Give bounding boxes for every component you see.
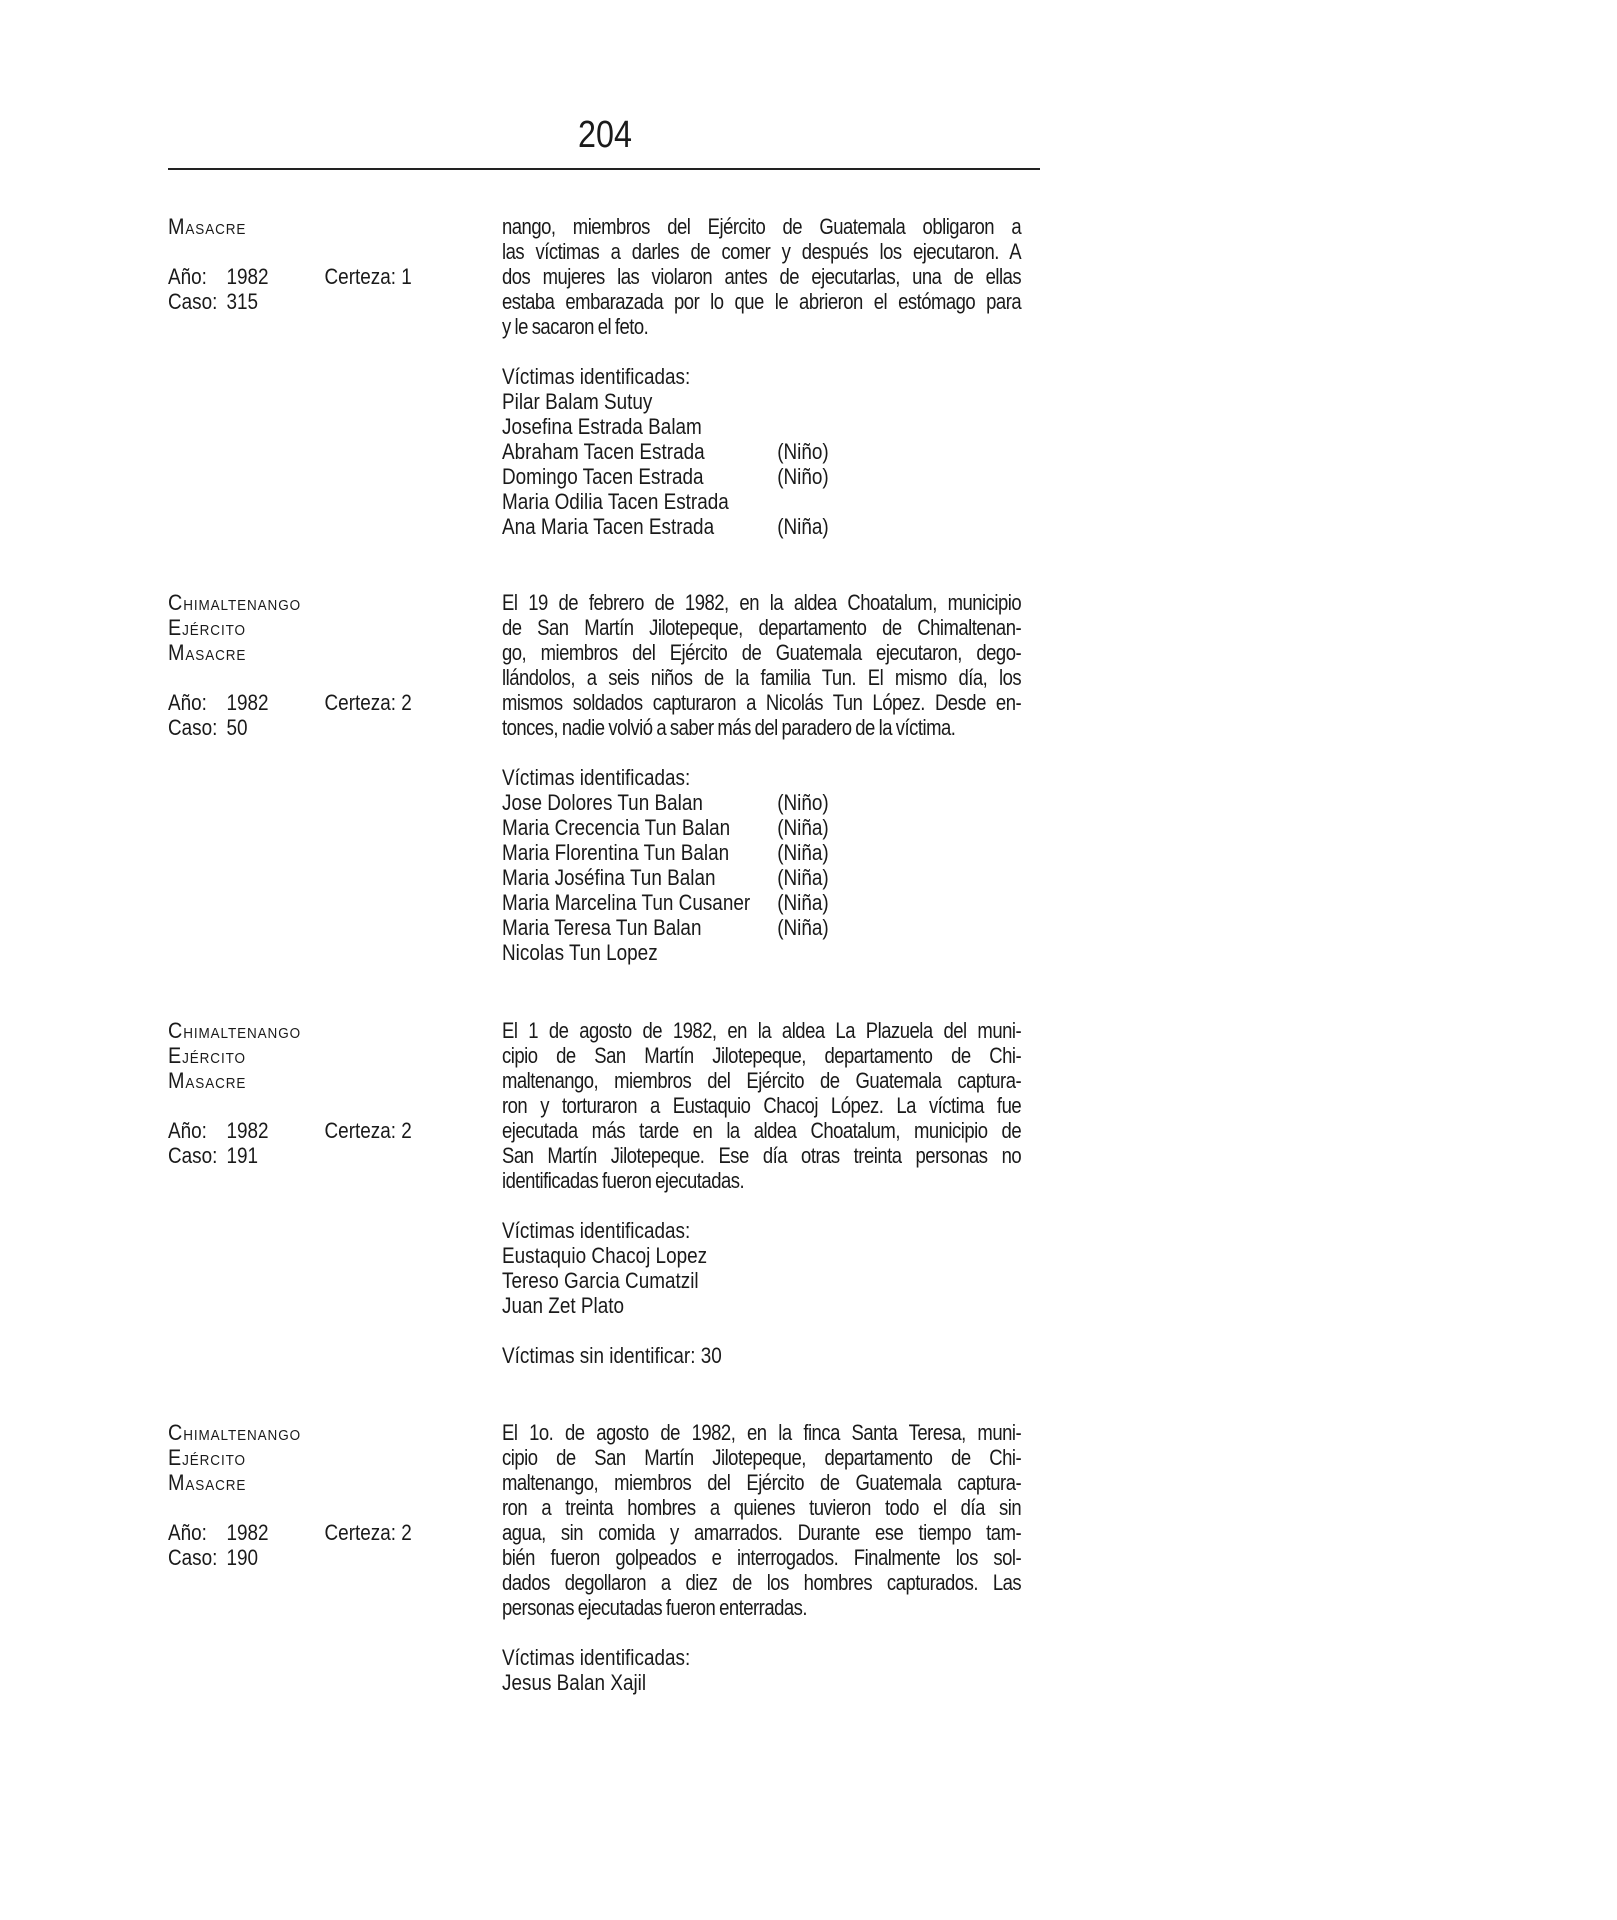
case-tag: Chimaltenango: [168, 590, 302, 615]
victim-row: [502, 1293, 966, 1318]
victim-row: [502, 915, 966, 940]
victims-list: [502, 1218, 966, 1318]
year-row: [168, 264, 443, 289]
victim-note: (Niña): [777, 865, 829, 890]
case-number: 315: [226, 289, 259, 314]
victims-list: [502, 1645, 966, 1695]
case-row: [168, 1545, 443, 1570]
victim-row: [502, 414, 966, 439]
case-metadata: [168, 1018, 488, 1168]
narrative-line: ron y torturaron a Eustaquio Chacoj López. La víctima fue: [502, 1093, 1022, 1118]
case-description: [502, 1018, 1042, 1368]
victim-name: Domingo Tacen Estrada: [502, 464, 704, 489]
victim-row: [502, 865, 966, 890]
victim-row: [502, 514, 966, 539]
narrative-line: bién fueron golpeados e interrogados. Finalmente los sol-: [502, 1545, 1022, 1570]
year-value: 1982: [226, 264, 269, 289]
victims-list: [502, 364, 966, 539]
victim-name: Maria Teresa Tun Balan: [502, 915, 702, 940]
case-label: Caso:: [168, 1143, 218, 1168]
case-tag: Masacre: [168, 1470, 247, 1495]
victim-row: [502, 464, 966, 489]
victim-note: (Niña): [777, 514, 829, 539]
year-label: Año:: [168, 1520, 207, 1545]
victim-name: Pilar Balam Sutuy: [502, 389, 653, 414]
victim-name: Ana Maria Tacen Estrada: [502, 514, 715, 539]
year-label: Año:: [168, 1118, 207, 1143]
narrative-line: maltenango, miembros del Ejército de Guatemala captura-: [502, 1470, 1022, 1495]
victims-heading: Víctimas identificadas:: [502, 1218, 691, 1243]
victim-name: Abraham Tacen Estrada: [502, 439, 705, 464]
case-tag: Ejército: [168, 615, 246, 640]
case-row: [168, 1143, 443, 1168]
case-narrative: [502, 214, 1021, 339]
victim-note: (Niña): [777, 915, 829, 940]
page-number: 204: [578, 114, 632, 156]
victim-row: [502, 1243, 966, 1268]
narrative-line: San Martín Jilotepeque. Ese día otras treinta personas no: [502, 1143, 1022, 1168]
victims-list: [502, 765, 966, 965]
certainty-value: Certeza: 2: [324, 1118, 412, 1143]
victim-name: Jose Dolores Tun Balan: [502, 790, 703, 815]
header-rule: [168, 168, 1040, 170]
narrative-line: cipio de San Martín Jilotepeque, departamento de Chi-: [502, 1043, 1022, 1068]
victim-name: Maria Joséfina Tun Balan: [502, 865, 716, 890]
victim-note: (Niño): [777, 790, 829, 815]
case-metadata: [168, 1420, 488, 1570]
narrative-line: personas ejecutadas fueron enterradas.: [502, 1595, 808, 1620]
case-tag: Masacre: [168, 640, 247, 665]
case-description: [502, 1420, 1042, 1695]
victim-name: Tereso Garcia Cumatzil: [502, 1268, 699, 1293]
case-tag: Ejército: [168, 1043, 246, 1068]
case-number: 191: [226, 1143, 259, 1168]
victim-note: (Niña): [777, 890, 829, 915]
victims-heading: Víctimas identificadas:: [502, 1645, 691, 1670]
narrative-line: estaba embarazada por lo que le abrieron el estómago para: [502, 289, 1022, 314]
case-narrative: [502, 590, 1021, 740]
victim-row: [502, 790, 966, 815]
narrative-line: dados degollaron a diez de los hombres capturados. Las: [502, 1570, 1022, 1595]
victim-name: Josefina Estrada Balam: [502, 414, 702, 439]
victim-row: [502, 439, 966, 464]
narrative-line: de San Martín Jilotepeque, departamento de Chimaltenan-: [502, 615, 1022, 640]
case-number: 190: [226, 1545, 259, 1570]
case-tag: Chimaltenango: [168, 1018, 302, 1043]
victim-name: Maria Florentina Tun Balan: [502, 840, 730, 865]
narrative-line: go, miembros del Ejército de Guatemala ejecutaron, dego-: [502, 640, 1022, 665]
narrative-line: agua, sin comida y amarrados. Durante ese tiempo tam-: [502, 1520, 1022, 1545]
narrative-line: ejecutada más tarde en la aldea Choatalum, municipio de: [502, 1118, 1022, 1143]
case-narrative: [502, 1420, 1021, 1620]
victim-row: [502, 489, 966, 514]
case-number: 50: [226, 715, 248, 740]
case-narrative: [502, 1018, 1021, 1193]
case-label: Caso:: [168, 715, 218, 740]
victim-name: Maria Marcelina Tun Cusaner: [502, 890, 751, 915]
victim-row: [502, 389, 966, 414]
victim-row: [502, 940, 966, 965]
certainty-value: Certeza: 2: [324, 690, 412, 715]
narrative-line: ron a treinta hombres a quienes tuvieron todo el día sin: [502, 1495, 1022, 1520]
victim-note: (Niño): [777, 439, 829, 464]
year-row: [168, 1520, 443, 1545]
year-row: [168, 1118, 443, 1143]
case-tag: Chimaltenango: [168, 1420, 302, 1445]
victim-name: Maria Crecencia Tun Balan: [502, 815, 731, 840]
case-label: Caso:: [168, 1545, 218, 1570]
victim-name: Eustaquio Chacoj Lopez: [502, 1243, 708, 1268]
narrative-line: El 19 de febrero de 1982, en la aldea Choatalum, municipio: [502, 590, 1022, 615]
narrative-line: El 1o. de agosto de 1982, en la finca Santa Teresa, muni-: [502, 1420, 1022, 1445]
case-row: [168, 289, 443, 314]
year-value: 1982: [226, 690, 269, 715]
victim-name: Maria Odilia Tacen Estrada: [502, 489, 729, 514]
year-row: [168, 690, 443, 715]
narrative-line: identificadas fueron ejecutadas.: [502, 1168, 745, 1193]
narrative-line: tonces, nadie volvió a saber más del paradero de la víctima.: [502, 715, 956, 740]
victim-row: [502, 1670, 966, 1695]
narrative-line: cipio de San Martín Jilotepeque, departamento de Chi-: [502, 1445, 1022, 1470]
victim-name: Nicolas Tun Lopez: [502, 940, 658, 965]
case-tag: Masacre: [168, 214, 247, 239]
victim-row: [502, 890, 966, 915]
year-value: 1982: [226, 1118, 269, 1143]
case-metadata: [168, 590, 488, 740]
case-row: [168, 715, 443, 740]
case-description: [502, 214, 1042, 539]
victim-note: (Niña): [777, 840, 829, 865]
victim-note: (Niño): [777, 464, 829, 489]
victims-heading: Víctimas identificadas:: [502, 765, 691, 790]
victim-row: [502, 840, 966, 865]
case-tag: Masacre: [168, 1068, 247, 1093]
victim-name: Juan Zet Plato: [502, 1293, 625, 1318]
case-metadata: [168, 214, 488, 314]
narrative-line: mismos soldados capturaron a Nicolás Tun López. Desde en-: [502, 690, 1022, 715]
unidentified-victims: Víctimas sin identificar: 30: [502, 1343, 722, 1368]
case-tag: Ejército: [168, 1445, 246, 1470]
certainty-value: Certeza: 1: [324, 264, 412, 289]
narrative-line: maltenango, miembros del Ejército de Guatemala captura-: [502, 1068, 1022, 1093]
victim-row: [502, 1268, 966, 1293]
narrative-line: llándolos, a seis niños de la familia Tun. El mismo día, los: [502, 665, 1022, 690]
narrative-line: El 1 de agosto de 1982, en la aldea La Plazuela del muni-: [502, 1018, 1022, 1043]
victims-heading: Víctimas identificadas:: [502, 364, 691, 389]
narrative-line: las víctimas a darles de comer y después los ejecutaron. A: [502, 239, 1022, 264]
narrative-line: dos mujeres las violaron antes de ejecutarlas, una de ellas: [502, 264, 1022, 289]
year-value: 1982: [226, 1520, 269, 1545]
narrative-line: y le sacaron el feto.: [502, 314, 649, 339]
case-description: [502, 590, 1042, 965]
certainty-value: Certeza: 2: [324, 1520, 412, 1545]
victim-note: (Niña): [777, 815, 829, 840]
narrative-line: nango, miembros del Ejército de Guatemala obligaron a: [502, 214, 1022, 239]
victim-row: [502, 815, 966, 840]
case-label: Caso:: [168, 289, 218, 314]
year-label: Año:: [168, 690, 207, 715]
year-label: Año:: [168, 264, 207, 289]
victim-name: Jesus Balan Xajil: [502, 1670, 647, 1695]
